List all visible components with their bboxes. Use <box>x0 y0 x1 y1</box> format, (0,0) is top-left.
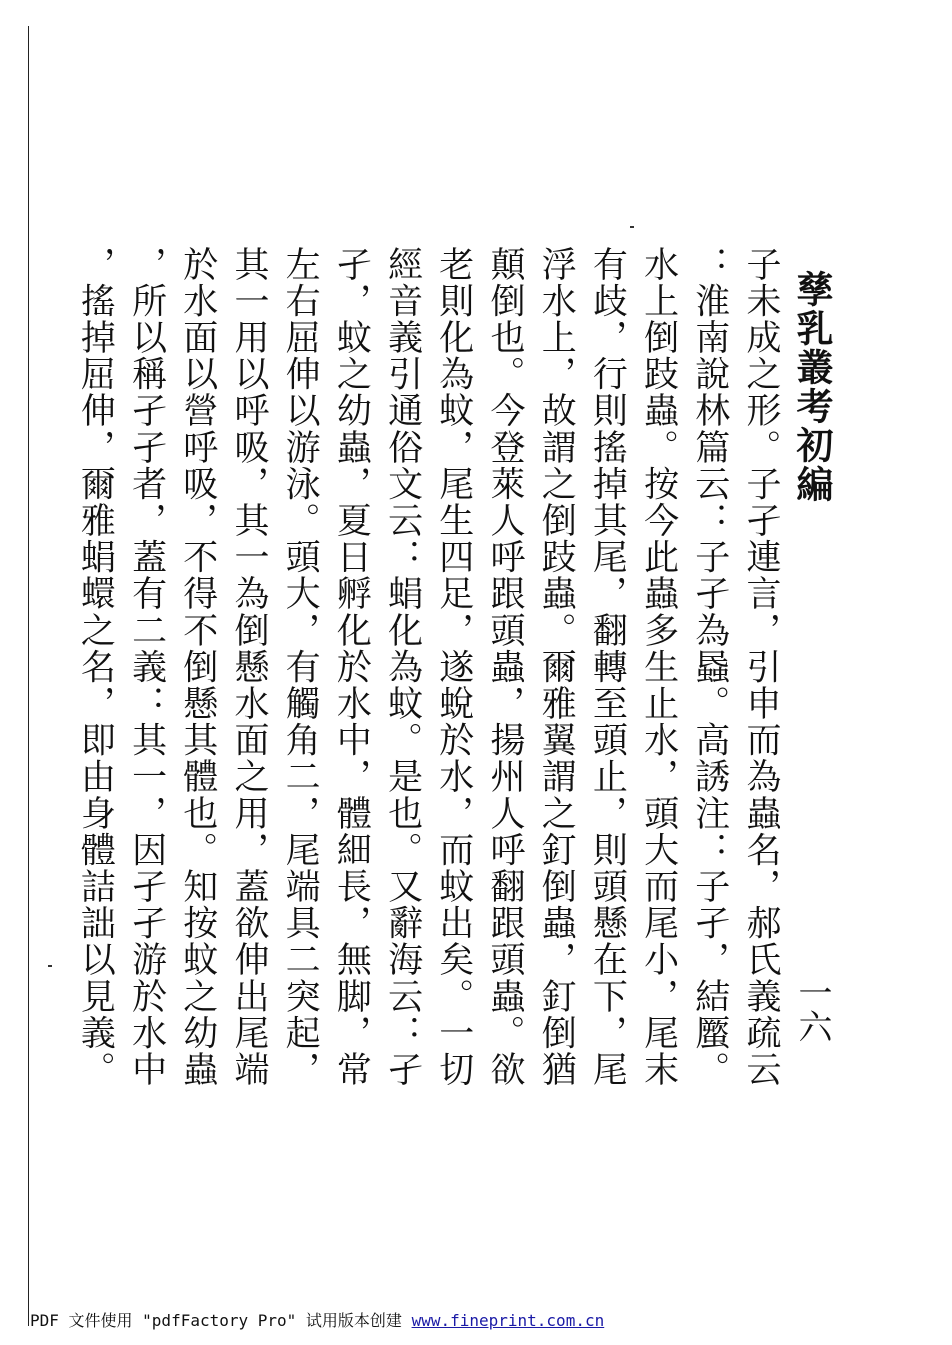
text-column: 顛倒也。今登萊人呼跟頭蟲，揚州人呼翻跟頭蟲。欲 <box>484 246 525 1088</box>
text-column: 於水面以營呼吸，不得不倒懸其體也。知按蚊之幼蟲 <box>177 246 218 1088</box>
text-column: 經音義引通俗文云：蜎化為蚊。是也。又辭海云：孑 <box>382 246 423 1088</box>
text-column: 左右屈伸以游泳。頭大，有觸角二，尾端具二突起， <box>280 246 321 1088</box>
text-column: 子未成之形。子孑連言，引申而為蟲名，郝氏義疏云 <box>741 246 781 1088</box>
scan-speck <box>48 965 52 967</box>
text-column: 其一用以呼吸，其一為倒懸水面之用，蓋欲伸出尾端 <box>228 246 269 1088</box>
page-number: 一六 <box>792 975 832 1043</box>
text-column: 浮水上，故謂之倒跂蟲。爾雅翼謂之釘倒蟲，釘倒猶 <box>536 246 577 1088</box>
text-column: ：淮南說林篇云：子孑為蟁。高誘注：子孑，結蟨。 <box>689 246 730 1088</box>
left-margin-rule <box>28 26 29 1326</box>
text-column: 有歧，行則搖掉其尾，翻轉至頭止，則頭懸在下，尾 <box>587 246 628 1088</box>
footer-text: PDF 文件使用 "pdfFactory Pro" 试用版本创建 <box>30 1311 412 1330</box>
text-column: ，所以稱孑孑者，蓋有二義：其一，因孑孑游於水中 <box>126 246 167 1088</box>
scan-speck <box>630 226 634 228</box>
vertical-text-body <box>66 246 786 1176</box>
text-column: 孑，蚊之幼蟲，夏日孵化於水中，體細長，無脚，常 <box>331 246 372 1088</box>
pdf-footer <box>30 1308 604 1331</box>
book-title: 孳乳叢考初編 <box>790 270 834 504</box>
text-column: ，搖掉屈伸，爾雅蜎蠉之名，即由身體詰詘以見義。 <box>75 246 116 1088</box>
text-column: 水上倒跂蟲。按今此蟲多生止水，頭大而尾小，尾末 <box>638 246 679 1088</box>
footer-link[interactable]: www.fineprint.com.cn <box>411 1311 605 1330</box>
text-column: 老則化為蚊，尾生四足，遂蛻於水，而蚊出矣。一切 <box>433 246 474 1088</box>
